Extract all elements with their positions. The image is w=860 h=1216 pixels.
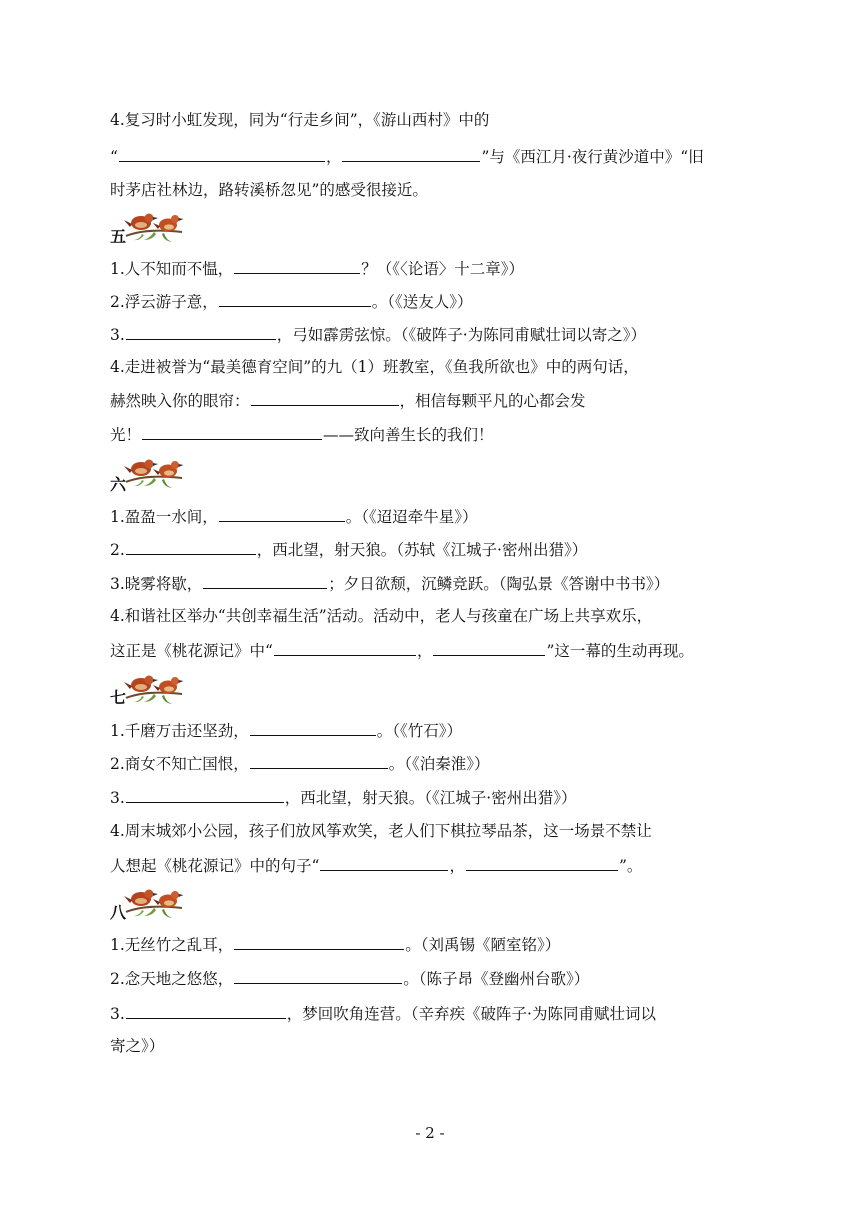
answer-blank[interactable] (320, 855, 448, 871)
text: 3. (110, 789, 125, 807)
s6-line-5 (110, 640, 694, 661)
text: ；夕日欲颓，沉鳞竞跃。（陶弘景《答谢中书书》） (328, 575, 670, 593)
text: ——致向善生长的我们！ (323, 426, 494, 444)
q4-line-3 (110, 180, 428, 200)
text: 时茅店社林边，路转溪桥忽见”的感受很接近。 (110, 181, 428, 199)
text: ， (325, 148, 342, 166)
text: ”与《西江月·夜行黄沙道中》“旧 (481, 148, 704, 166)
answer-blank[interactable] (119, 146, 325, 162)
text: 4.周末城郊小公园，孩子们放风筝欢笑，老人们下棋拉琴品茶，这一场景不禁让 (110, 822, 652, 840)
s7-line-2 (110, 753, 490, 774)
text: 2.念天地之悠悠， (110, 970, 234, 988)
s8-line-3 (110, 1003, 656, 1024)
section-label-5: 五 (110, 227, 127, 246)
answer-blank[interactable] (251, 390, 399, 406)
section-label-6: 六 (110, 475, 127, 494)
text: 。（《竹石》） (376, 722, 463, 740)
text: 1.无丝竹之乱耳， (110, 936, 234, 954)
answer-blank[interactable] (250, 753, 388, 769)
text: 1.人不知而不愠， (110, 260, 234, 278)
s5-line-4 (110, 357, 639, 377)
text: 2.浮云游子意， (110, 293, 218, 311)
text: ，弓如霹雳弦惊。（《破阵子·为陈同甫赋壮词以寄之》） (276, 326, 646, 344)
answer-blank[interactable] (142, 424, 322, 440)
two-birds-on-branch-icon (124, 668, 188, 708)
text: 。（《泊秦淮》） (388, 755, 490, 773)
text: 光！ (110, 426, 142, 444)
text: 2. (110, 541, 125, 559)
text: 1.千磨万击还坚劲， (110, 722, 249, 740)
text: 寄之》） (110, 1037, 165, 1055)
s7-line-3 (110, 787, 576, 808)
s7-line-4 (110, 821, 652, 841)
text: ？（《〈论语〉十二章》） (361, 260, 525, 278)
text: ， (449, 857, 465, 875)
text: ，西北望，射天狼。（苏轼《江城子·密州出猎》） (256, 541, 588, 559)
section-label-7: 七 (110, 688, 127, 707)
text: 这正是《桃花源记》中“ (110, 642, 273, 660)
text: 。（刘禹锡《陋室铭》） (405, 936, 561, 954)
text: ”这一幕的生动再现。 (546, 642, 694, 660)
answer-blank[interactable] (433, 640, 545, 656)
text: 。（《送友人》） (371, 293, 473, 311)
answer-blank[interactable] (234, 968, 402, 984)
s6-line-3 (110, 573, 669, 594)
answer-blank[interactable] (126, 324, 276, 340)
text: 2.商女不知亡国恨， (110, 755, 249, 773)
s8-line-1 (110, 934, 560, 955)
two-birds-on-branch-icon (124, 206, 188, 246)
answer-blank[interactable] (234, 934, 404, 950)
text: 3.晓雾将歇， (110, 575, 203, 593)
s6-line-4 (110, 606, 652, 626)
text: 。（陈子昂《登幽州台歌》） (403, 970, 590, 988)
s7-line-5 (110, 855, 642, 876)
text: 。（《迢迢牵牛星》） (345, 508, 478, 526)
q4-line-1 (110, 110, 489, 130)
text: “ (110, 148, 118, 166)
text: 赫然映入你的眼帘： (110, 392, 250, 410)
text: ，西北望，射天狼。（《江城子·密州出猎》） (284, 789, 577, 807)
section-label-8: 八 (110, 903, 127, 922)
answer-blank[interactable] (126, 1003, 286, 1019)
answer-blank[interactable] (234, 258, 360, 274)
s5-line-2 (110, 291, 473, 312)
s7-line-1 (110, 720, 462, 741)
q4-line-2 (110, 146, 704, 167)
answer-blank[interactable] (250, 720, 376, 736)
text: 3. (110, 326, 125, 344)
two-birds-on-branch-icon (124, 452, 188, 492)
text: 4.和谐社区举办“共创幸福生活”活动。活动中，老人与孩童在广场上共享欢乐， (110, 607, 653, 625)
s6-line-2 (110, 539, 587, 560)
text: 1.盈盈一水间， (110, 508, 218, 526)
s6-line-1 (110, 506, 478, 527)
text: 3. (110, 1005, 125, 1023)
text: 4.复习时小虹发现，同为“行走乡间”，《游山西村》中的 (110, 111, 490, 129)
answer-blank[interactable] (466, 855, 618, 871)
answer-blank[interactable] (219, 291, 371, 307)
s5-line-3 (110, 324, 646, 345)
text: ，梦回吹角连营。（辛弃疾《破阵子·为陈同甫赋壮词以 (286, 1005, 656, 1023)
page-number: - 2 - (415, 1124, 445, 1142)
answer-blank[interactable] (342, 146, 480, 162)
text: 4.走进被誉为“最美德育空间”的九（1）班教室，《鱼我所欲也》中的两句话， (110, 358, 639, 376)
answer-blank[interactable] (126, 539, 256, 555)
s8-line-2 (110, 968, 589, 989)
s5-line-5 (110, 390, 586, 411)
s5-line-6 (110, 424, 494, 445)
text: ， (416, 642, 433, 660)
answer-blank[interactable] (126, 787, 284, 803)
answer-blank[interactable] (203, 573, 327, 589)
s5-line-1 (110, 258, 524, 279)
two-birds-on-branch-icon (124, 882, 188, 922)
answer-blank[interactable] (219, 506, 345, 522)
s8-line-4 (110, 1036, 164, 1056)
text: ”。 (618, 857, 643, 875)
text: 人想起《桃花源记》中的句子“ (110, 857, 320, 875)
answer-blank[interactable] (274, 640, 416, 656)
text: ，相信每颗平凡的心都会发 (399, 392, 586, 410)
